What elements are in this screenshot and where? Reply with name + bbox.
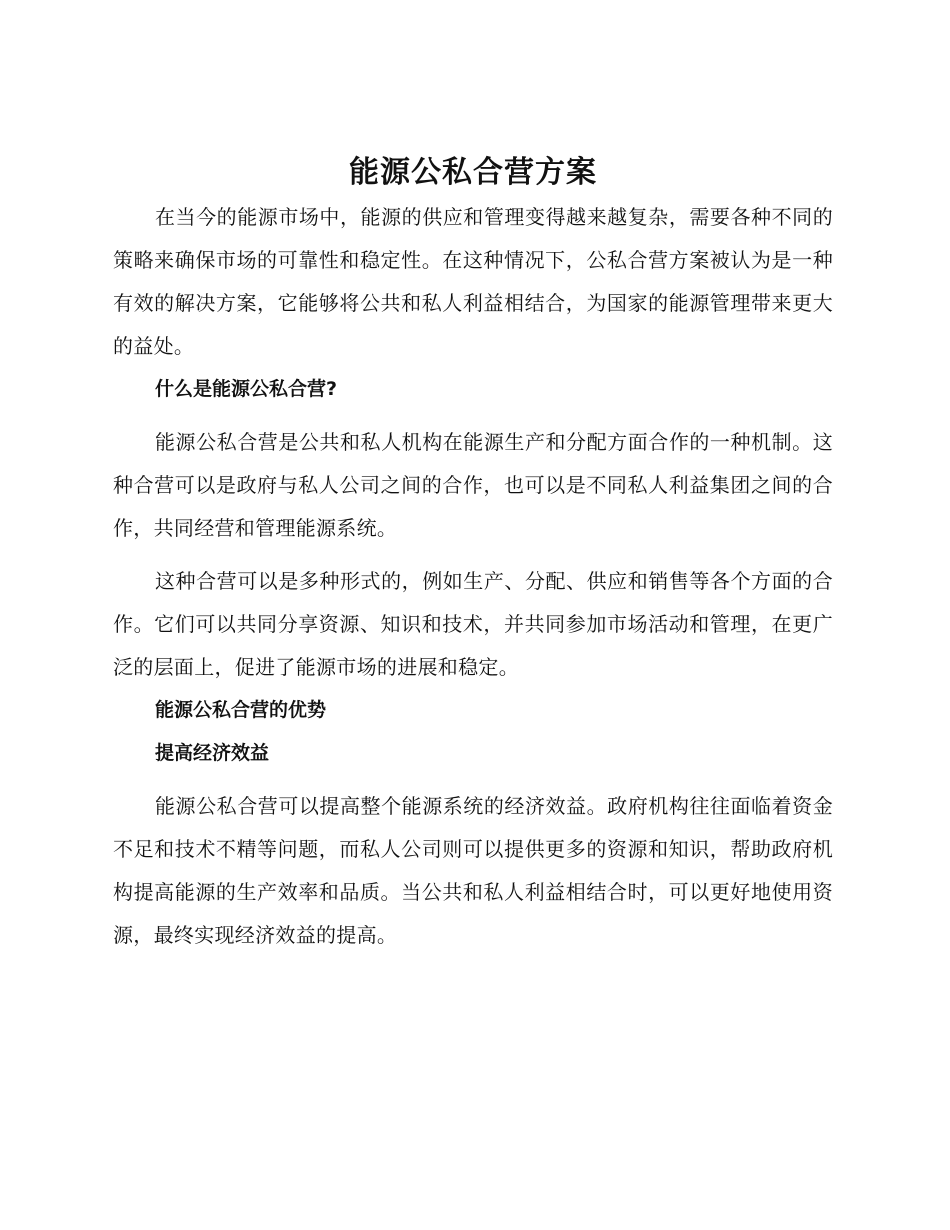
document-page (113, 150, 833, 957)
section1-paragraph-2: 这种合营可以是多种形式的，例如生产、分配、供应和销售等各个方面的合作。它们可以共同分享资源、知识和技术，并共同参加市场活动和管理，在更广泛的层面上，促进了能源市场的进展和稳定。 (113, 569, 833, 679)
subheading-economic-benefit: 提高经济效益 (155, 742, 270, 764)
intro-paragraph: 在当今的能源市场中，能源的供应和管理变得越来越复杂，需要各种不同的策略来确保市场的可靠性和稳定性。在这种情况下，公私合营方案被认为是一种有效的解决方案，它能够将公共和私人利益相结合，为国家的能源管理带来更大的益处。 (113, 205, 833, 358)
section-heading-what-is: 什么是能源公私合营? (155, 378, 338, 400)
section-heading-advantages: 能源公私合营的优势 (155, 699, 327, 721)
document-title: 能源公私合营方案 (349, 155, 597, 190)
section2-paragraph-1: 能源公私合营可以提高整个能源系统的经济效益。政府机构往往面临着资金不足和技术不精等问题，而私人公司则可以提供更多的资源和知识，帮助政府机构提高能源的生产效率和品质。当公共和私人利益相结合时，可以更好地使用资源，最终实现经济效益的提高。 (113, 794, 833, 947)
section1-paragraph-1: 能源公私合营是公共和私人机构在能源生产和分配方面合作的一种机制。这种合营可以是政府与私人公司之间的合作，也可以是不同私人利益集团之间的合作，共同经营和管理能源系统。 (113, 430, 833, 540)
